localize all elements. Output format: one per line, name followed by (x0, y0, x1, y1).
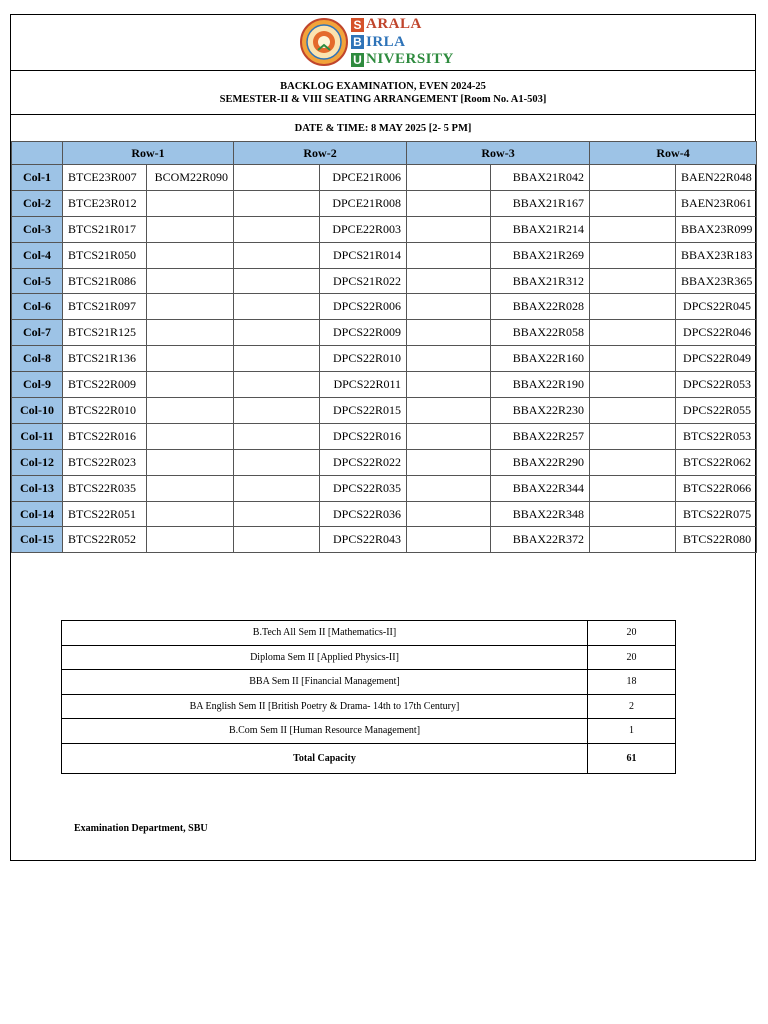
column-label: Col-3 (12, 216, 63, 242)
seat-cell: DPCS22R049 (676, 346, 757, 372)
seat-cell: BBAX21R214 (491, 216, 590, 242)
summary-row (62, 670, 676, 695)
wordmark-initial: B (351, 35, 364, 49)
document-frame (10, 14, 756, 861)
seat-cell (407, 165, 491, 191)
seating-row (12, 165, 757, 191)
seat-cell: BTCS22R075 (676, 501, 757, 527)
seat-cell: BBAX22R348 (491, 501, 590, 527)
seat-cell: DPCS22R011 (320, 372, 407, 398)
seat-cell (234, 216, 320, 242)
summary-student-count: 1 (588, 719, 676, 744)
seat-cell: BAEN22R048 (676, 165, 757, 191)
seat-cell: BTCS21R050 (63, 242, 147, 268)
seating-row (12, 268, 757, 294)
exam-title (11, 71, 755, 115)
seat-cell: BTCS21R097 (63, 294, 147, 320)
seat-cell (407, 320, 491, 346)
seat-cell: BBAX23R183 (676, 242, 757, 268)
seat-cell: DPCE21R006 (320, 165, 407, 191)
seat-cell (590, 216, 676, 242)
seat-cell: DPCE21R008 (320, 190, 407, 216)
column-label: Col-6 (12, 294, 63, 320)
seat-cell (234, 268, 320, 294)
seat-cell: BBAX22R257 (491, 423, 590, 449)
seat-cell (234, 242, 320, 268)
summary-row (62, 694, 676, 719)
seating-row (12, 242, 757, 268)
seat-cell (147, 527, 234, 553)
summary-student-count: 20 (588, 621, 676, 646)
seat-cell (147, 346, 234, 372)
seat-cell (234, 423, 320, 449)
exam-title-line1: BACKLOG EXAMINATION, EVEN 2024-25 (280, 80, 486, 92)
seating-table (11, 141, 757, 553)
seat-cell: BBAX22R160 (491, 346, 590, 372)
seat-cell (590, 294, 676, 320)
summary-row (62, 645, 676, 670)
seat-cell (407, 398, 491, 424)
seat-cell (147, 216, 234, 242)
university-wordmark (351, 16, 454, 69)
exam-date-time: DATE & TIME: 8 MAY 2025 [2- 5 PM] (294, 123, 472, 134)
seat-cell (590, 475, 676, 501)
seat-cell (234, 475, 320, 501)
column-label: Col-2 (12, 190, 63, 216)
seat-cell: BTCS21R136 (63, 346, 147, 372)
seating-row (12, 527, 757, 553)
seat-cell: BBAX21R167 (491, 190, 590, 216)
seat-cell: DPCS22R006 (320, 294, 407, 320)
seat-cell: BBAX21R269 (491, 242, 590, 268)
seating-row (12, 294, 757, 320)
seat-cell: BTCS22R080 (676, 527, 757, 553)
seat-cell: BBAX21R042 (491, 165, 590, 191)
seat-cell (147, 449, 234, 475)
seat-cell: BTCS22R051 (63, 501, 147, 527)
seating-row (12, 449, 757, 475)
column-label: Col-9 (12, 372, 63, 398)
seat-cell: DPCS22R009 (320, 320, 407, 346)
seat-cell: DPCS22R015 (320, 398, 407, 424)
row-header-2: Row-2 (234, 142, 407, 165)
wordmark-initial: S (351, 18, 364, 32)
seat-cell (590, 242, 676, 268)
seat-cell: DPCS22R045 (676, 294, 757, 320)
capacity-summary-table (61, 620, 676, 774)
seat-cell: DPCE22R003 (320, 216, 407, 242)
seat-cell (590, 449, 676, 475)
seat-cell: DPCS22R043 (320, 527, 407, 553)
seat-cell (590, 268, 676, 294)
seat-cell: DPCS22R035 (320, 475, 407, 501)
seat-cell (407, 294, 491, 320)
summary-course-label: BBA Sem II [Financial Management] (62, 670, 588, 695)
seat-cell: BTCS21R017 (63, 216, 147, 242)
row-header-1: Row-1 (63, 142, 234, 165)
seat-cell (590, 527, 676, 553)
seat-cell: BTCS22R016 (63, 423, 147, 449)
seat-cell: DPCS22R036 (320, 501, 407, 527)
seat-cell: BBAX22R190 (491, 372, 590, 398)
seat-cell (147, 398, 234, 424)
summary-course-label: B.Tech All Sem II [Mathematics-II] (62, 621, 588, 646)
seat-cell: BTCS21R125 (63, 320, 147, 346)
seating-row (12, 475, 757, 501)
seating-row (12, 346, 757, 372)
seating-row (12, 216, 757, 242)
seat-cell (407, 527, 491, 553)
summary-row (62, 719, 676, 744)
seat-cell: BTCS22R066 (676, 475, 757, 501)
column-label: Col-14 (12, 501, 63, 527)
seat-cell (590, 190, 676, 216)
summary-row (62, 621, 676, 646)
seating-header-row (12, 142, 757, 165)
exam-title-line2: SEMESTER-II & VIII SEATING ARRANGEMENT [Room No. A1-503] (219, 93, 547, 105)
seat-cell: BTCS21R086 (63, 268, 147, 294)
wordmark-line (351, 51, 454, 69)
seat-cell (234, 449, 320, 475)
seat-cell (147, 423, 234, 449)
seating-row (12, 398, 757, 424)
seat-cell (407, 346, 491, 372)
footer-department: Examination Department, SBU (74, 823, 208, 834)
seat-cell (147, 372, 234, 398)
seat-cell: BTCS22R010 (63, 398, 147, 424)
seat-cell: BTCS22R052 (63, 527, 147, 553)
seating-row (12, 320, 757, 346)
seating-row (12, 190, 757, 216)
seat-cell (590, 501, 676, 527)
summary-course-label: Diploma Sem II [Applied Physics-II] (62, 645, 588, 670)
seat-cell (147, 475, 234, 501)
column-label: Col-1 (12, 165, 63, 191)
seat-cell (407, 475, 491, 501)
university-seal-icon (299, 17, 349, 67)
seat-cell: BTCS22R023 (63, 449, 147, 475)
total-capacity-value: 61 (588, 743, 676, 773)
column-label: Col-11 (12, 423, 63, 449)
seat-cell: BTCE23R007 (63, 165, 147, 191)
seat-cell (234, 165, 320, 191)
seat-cell: BTCS22R009 (63, 372, 147, 398)
seat-cell (590, 165, 676, 191)
seat-cell (234, 398, 320, 424)
logo-band (11, 15, 755, 71)
seat-cell (234, 501, 320, 527)
column-label: Col-8 (12, 346, 63, 372)
seat-cell (407, 242, 491, 268)
column-label: Col-15 (12, 527, 63, 553)
seating-row (12, 423, 757, 449)
seat-cell: BBAX23R099 (676, 216, 757, 242)
seat-cell (234, 190, 320, 216)
row-header-4: Row-4 (590, 142, 757, 165)
seat-cell: BBAX22R290 (491, 449, 590, 475)
seat-cell: BBAX21R312 (491, 268, 590, 294)
wordmark-line (351, 34, 454, 52)
university-logo (299, 15, 459, 71)
seat-cell (590, 423, 676, 449)
column-label: Col-12 (12, 449, 63, 475)
wordmark-initial: U (351, 53, 364, 67)
seat-cell: BBAX22R344 (491, 475, 590, 501)
seat-cell: DPCS22R010 (320, 346, 407, 372)
seat-cell: BBAX22R028 (491, 294, 590, 320)
seat-cell (407, 216, 491, 242)
seat-cell (147, 190, 234, 216)
seat-cell (407, 501, 491, 527)
seat-cell: BBAX22R230 (491, 398, 590, 424)
column-label: Col-5 (12, 268, 63, 294)
seat-cell: BTCS22R062 (676, 449, 757, 475)
wordmark-line (351, 16, 454, 34)
seat-cell (407, 268, 491, 294)
seat-cell (590, 320, 676, 346)
summary-student-count: 2 (588, 694, 676, 719)
seat-cell: BTCE23R012 (63, 190, 147, 216)
seat-cell (407, 372, 491, 398)
summary-course-label: B.Com Sem II [Human Resource Management] (62, 719, 588, 744)
seat-cell (590, 398, 676, 424)
seat-cell (147, 320, 234, 346)
seat-cell: DPCS22R046 (676, 320, 757, 346)
column-label: Col-13 (12, 475, 63, 501)
seat-cell (590, 372, 676, 398)
seat-cell (234, 372, 320, 398)
seat-cell: BCOM22R090 (147, 165, 234, 191)
seat-cell: BTCS22R053 (676, 423, 757, 449)
seat-cell: BTCS22R035 (63, 475, 147, 501)
wordmark-text: IRLA (366, 33, 406, 50)
seat-cell: DPCS22R055 (676, 398, 757, 424)
summary-student-count: 20 (588, 645, 676, 670)
wordmark-text: ARALA (366, 16, 422, 33)
total-capacity-row (62, 743, 676, 773)
seat-cell (590, 346, 676, 372)
seat-cell (234, 346, 320, 372)
seat-cell (407, 190, 491, 216)
seat-cell: BAEN23R061 (676, 190, 757, 216)
seat-cell: DPCS21R014 (320, 242, 407, 268)
column-label: Col-4 (12, 242, 63, 268)
seating-row (12, 501, 757, 527)
seat-cell: DPCS22R053 (676, 372, 757, 398)
column-label: Col-10 (12, 398, 63, 424)
seat-cell: BBAX22R372 (491, 527, 590, 553)
total-capacity-label: Total Capacity (62, 743, 588, 773)
wordmark-text: NIVERSITY (366, 51, 454, 68)
row-header-3: Row-3 (407, 142, 590, 165)
seat-cell (234, 527, 320, 553)
column-label: Col-7 (12, 320, 63, 346)
seat-cell: DPCS22R022 (320, 449, 407, 475)
seating-row (12, 372, 757, 398)
seating-corner-cell (12, 142, 63, 165)
seat-cell (147, 501, 234, 527)
seat-cell: DPCS22R016 (320, 423, 407, 449)
seat-cell (234, 320, 320, 346)
seat-cell (407, 449, 491, 475)
seat-cell: BBAX23R365 (676, 268, 757, 294)
seat-cell (147, 294, 234, 320)
seat-cell (407, 423, 491, 449)
seat-cell (234, 294, 320, 320)
seat-cell: BBAX22R058 (491, 320, 590, 346)
seat-cell (147, 268, 234, 294)
summary-course-label: BA English Sem II [British Poetry & Drama- 14th to 17th Century] (62, 694, 588, 719)
seat-cell (147, 242, 234, 268)
seat-cell: DPCS21R022 (320, 268, 407, 294)
summary-student-count: 18 (588, 670, 676, 695)
